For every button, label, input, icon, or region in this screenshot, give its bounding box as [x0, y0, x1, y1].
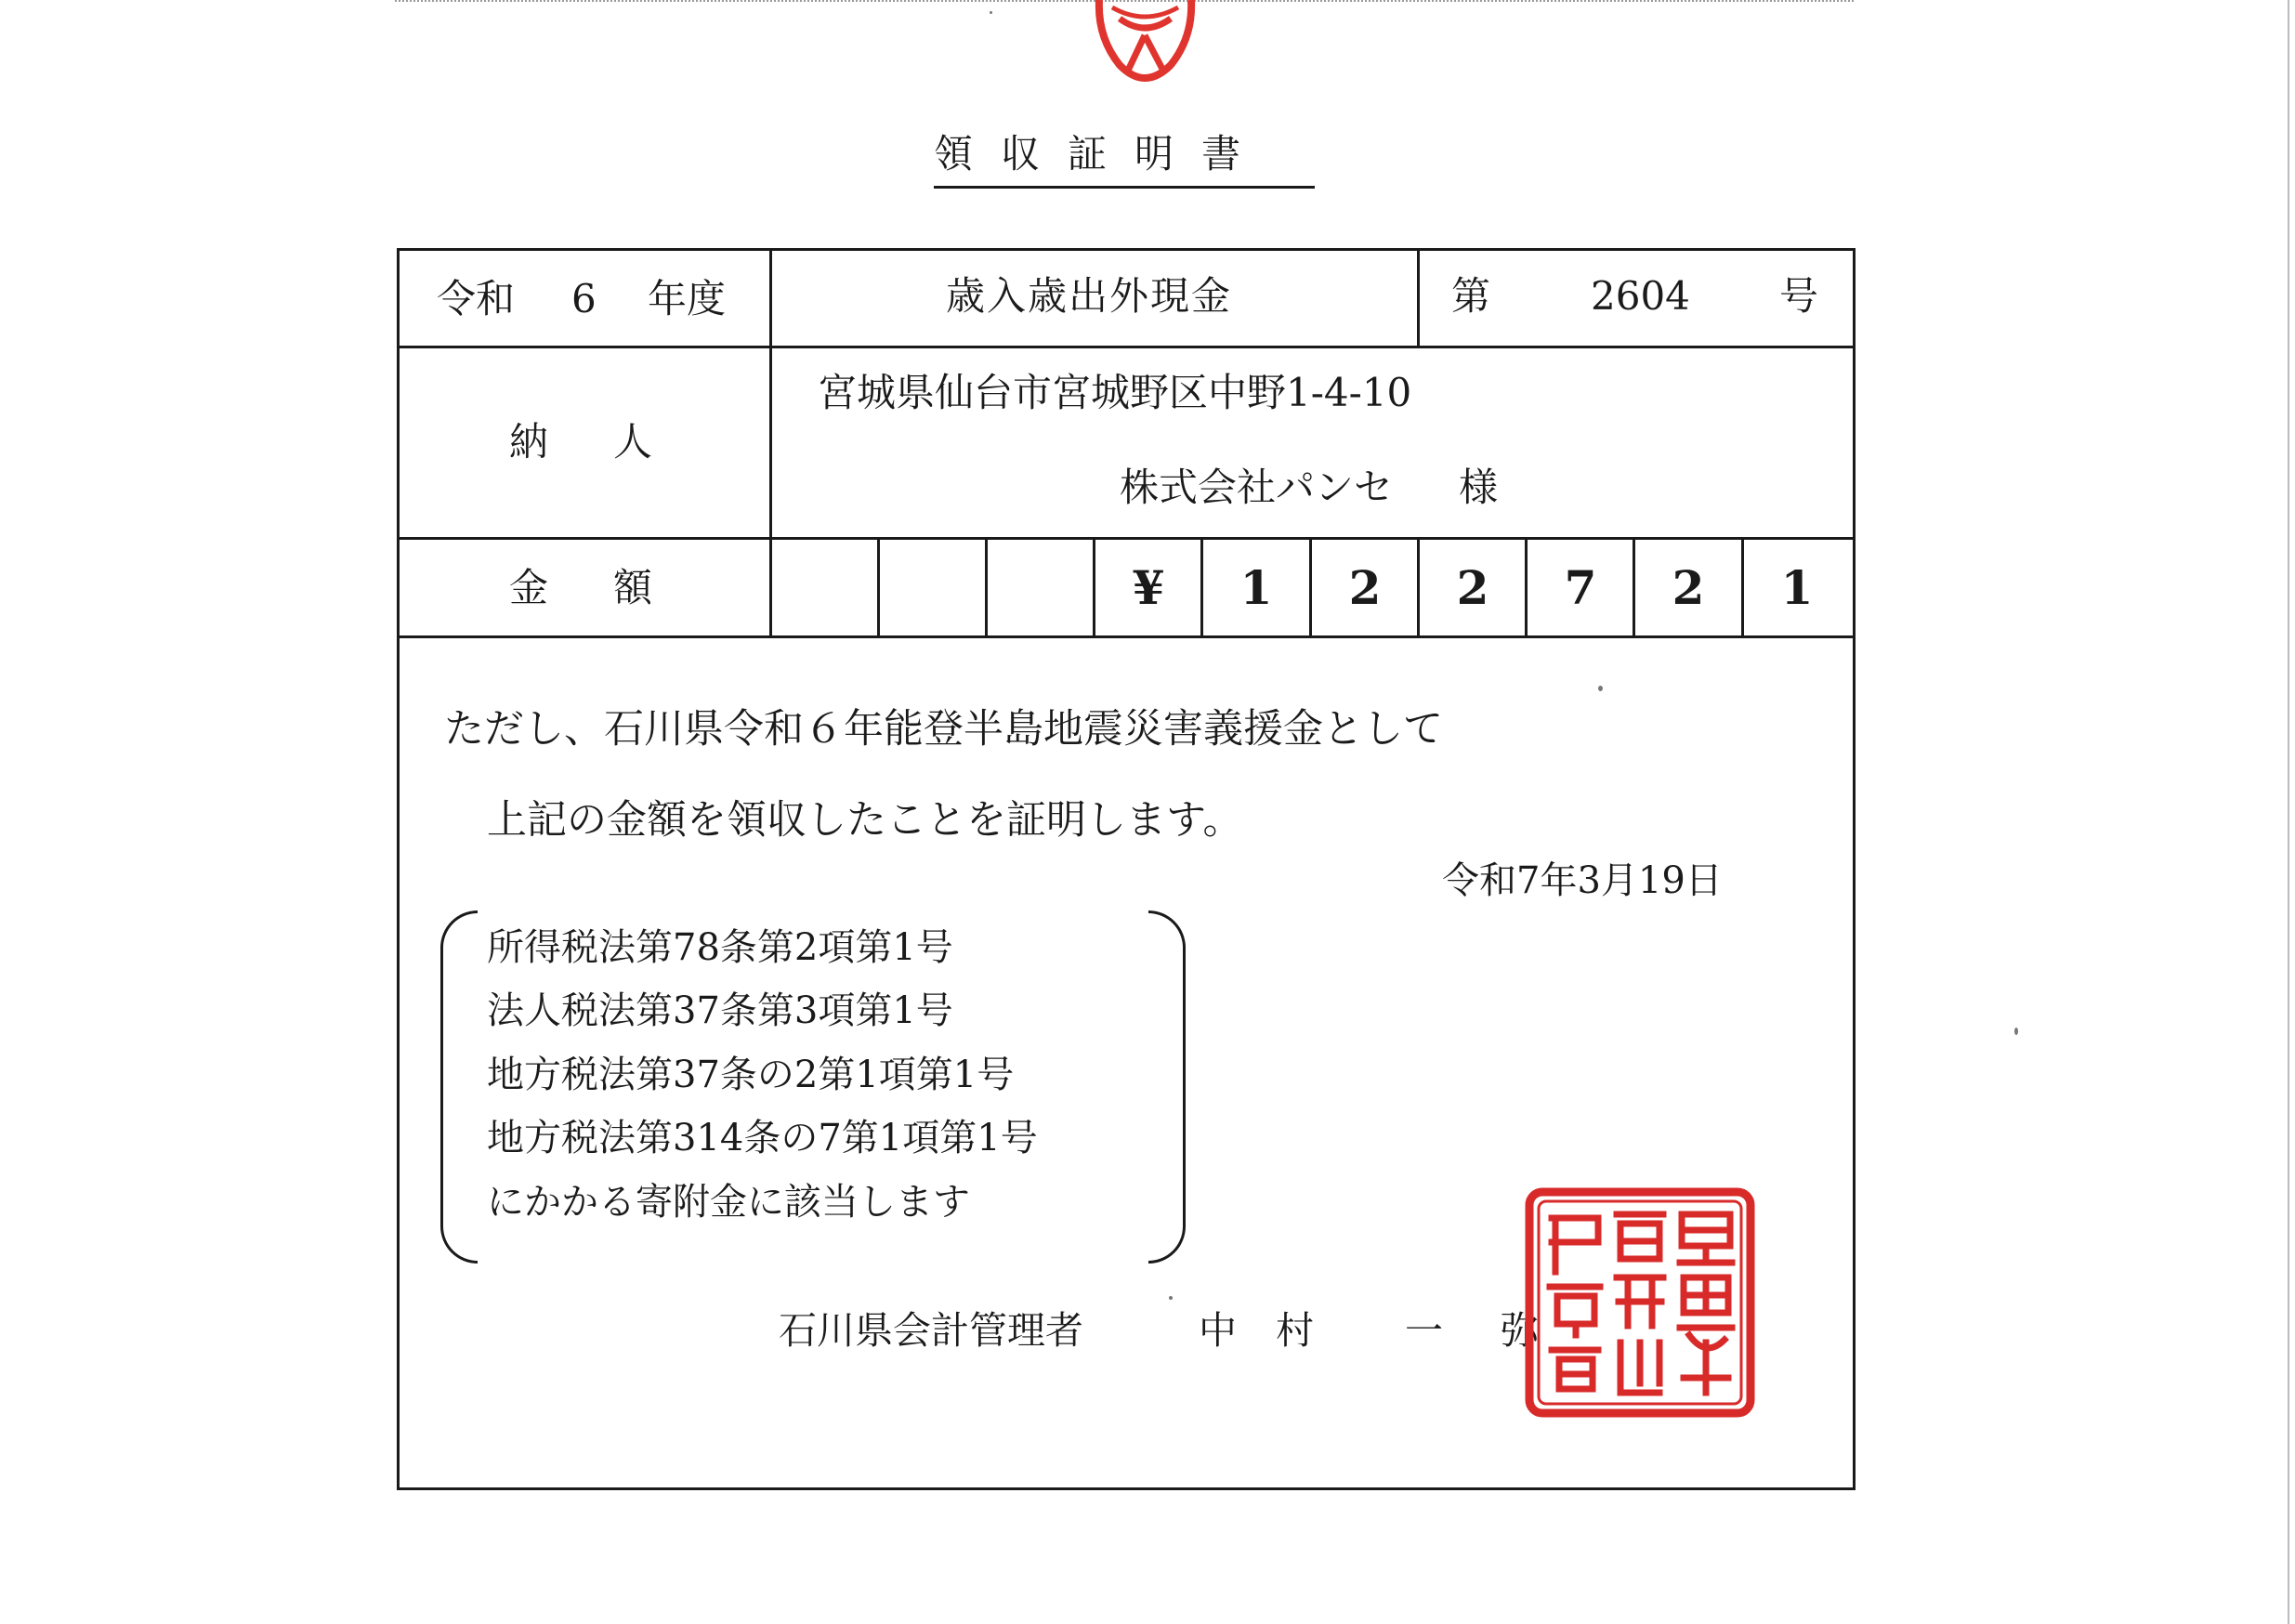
tax-law-reference: 地方税法第37条の2第1項第1号 — [487, 1054, 1015, 1096]
official-seal-icon — [1524, 1186, 1756, 1419]
amount-digit: 2 — [1456, 560, 1489, 615]
column-divider — [877, 539, 880, 637]
amount-digit: 2 — [1348, 560, 1382, 615]
tax-law-reference: 法人税法第37条第3項第1号 — [487, 989, 953, 1032]
scan-speck — [2014, 1028, 2018, 1035]
tax-law-note: にかかる寄附金に該当します — [487, 1181, 970, 1224]
number-suffix: 号 — [1779, 273, 1819, 319]
scan-speck — [1169, 1296, 1173, 1300]
column-divider — [1417, 248, 1420, 347]
column-divider — [769, 248, 772, 637]
column-divider — [985, 539, 988, 637]
account-type: 歳入歳出外現金 — [946, 273, 1233, 319]
row-divider — [397, 346, 1856, 348]
amount-digit: 2 — [1672, 560, 1705, 615]
row-divider — [397, 537, 1856, 540]
scan-speck — [1598, 686, 1603, 691]
amount-label: 金額 — [509, 565, 718, 610]
signatory-surname: 中村 — [1199, 1308, 1353, 1353]
scan-speck — [990, 11, 992, 14]
currency-symbol: ¥ — [1132, 560, 1165, 615]
amount-digit: 1 — [1239, 560, 1273, 615]
payer-name: 株式会社パンセ — [1120, 465, 1394, 510]
bracket-right — [1148, 910, 1186, 1264]
signatory-title: 石川県会計管理者 — [779, 1308, 1083, 1353]
prefecture-emblem-icon — [1092, 0, 1199, 89]
tax-law-reference: 所得税法第78条第2項第1号 — [487, 926, 953, 969]
amount-digit: 1 — [1780, 560, 1814, 615]
payer-address: 宮城県仙台市宮城野区中野1-4-10 — [818, 370, 1412, 415]
issue-date: 令和7年3月19日 — [1442, 859, 1723, 902]
signatory-given-name: 一弥 — [1405, 1308, 1596, 1353]
page-right-edge — [2288, 0, 2289, 1624]
receipt-number: 2604 — [1591, 273, 1690, 319]
certification-line: 上記の金額を領収したことを証明します。 — [487, 797, 1243, 844]
row-divider — [397, 635, 1856, 638]
amount-digit: 7 — [1564, 560, 1597, 615]
purpose-line: ただし、石川県令和６年能登半島地震災害義援金として — [444, 706, 1443, 753]
number-prefix: 第 — [1451, 273, 1491, 319]
payer-honorific: 様 — [1459, 465, 1499, 510]
tax-law-reference: 地方税法第314条の7第1項第1号 — [487, 1117, 1038, 1159]
fiscal-year-prefix: 令和 — [437, 276, 516, 321]
fiscal-year-number: 6 — [571, 276, 597, 321]
fiscal-year-suffix: 年度 — [648, 276, 727, 321]
payer-label: 納人 — [509, 419, 718, 465]
document-title: 領収証明書 — [934, 126, 1315, 189]
bracket-left — [440, 910, 478, 1264]
